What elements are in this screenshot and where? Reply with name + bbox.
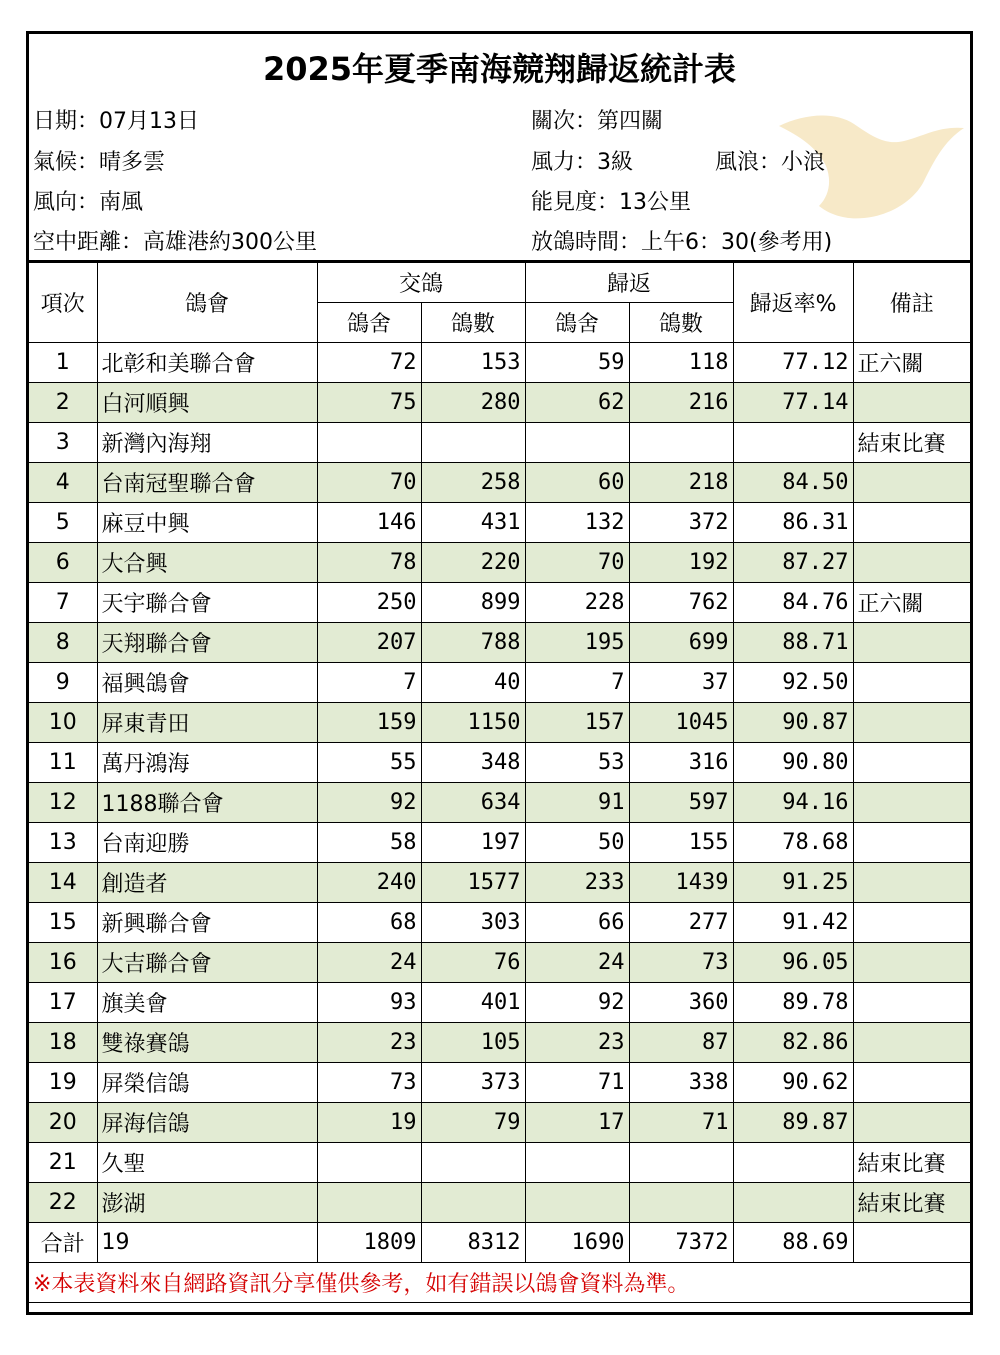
info-weather: 氣候：晴多雲: [33, 150, 166, 175]
row-rate: 86.31: [733, 503, 853, 543]
table-row: [29, 543, 970, 583]
row-returned-lofts: 92: [525, 983, 629, 1023]
info-stage: 關次：第四關: [531, 109, 664, 134]
row-index: 19: [29, 1063, 97, 1103]
info-release-time: 放鴿時間：上午6：30(參考用): [531, 230, 833, 255]
row-index: 11: [29, 743, 97, 783]
row-remark: [853, 463, 970, 503]
row-returned-lofts: 60: [525, 463, 629, 503]
header-rate: 歸返率%: [733, 262, 853, 343]
row-remark: [853, 783, 970, 823]
footnote: ※本表資料來自網路資訊分享僅供參考，如有錯誤以鴿會資料為準。: [29, 1263, 970, 1303]
row-returned-birds: 37: [629, 663, 733, 703]
row-remark: [853, 743, 970, 783]
row-index: 17: [29, 983, 97, 1023]
table-row: [29, 983, 970, 1023]
row-sent-lofts: 24: [317, 943, 421, 983]
row-sent-birds: 1150: [421, 703, 525, 743]
total-sent-birds: 8312: [421, 1223, 525, 1263]
row-sent-lofts: 240: [317, 863, 421, 903]
row-sent-lofts: 78: [317, 543, 421, 583]
row-rate: [733, 1143, 853, 1183]
table-row: [29, 623, 970, 663]
row-returned-lofts: 157: [525, 703, 629, 743]
row-club: 澎湖: [97, 1183, 317, 1223]
table-row: [29, 863, 970, 903]
info-waves: 風浪：小浪: [715, 150, 826, 175]
row-club: 大吉聯合會: [97, 943, 317, 983]
row-returned-lofts: 228: [525, 583, 629, 623]
table-row: [29, 743, 970, 783]
row-sent-lofts: 72: [317, 343, 421, 383]
row-rate: 78.68: [733, 823, 853, 863]
row-club: 福興鴿會: [97, 663, 317, 703]
row-sent-birds: 401: [421, 983, 525, 1023]
row-sent-birds: 634: [421, 783, 525, 823]
row-index: 4: [29, 463, 97, 503]
header-returned-birds: 鴿數: [629, 303, 733, 343]
row-returned-birds: [629, 1143, 733, 1183]
table-row: [29, 503, 970, 543]
header-sent-lofts: 鴿舍: [317, 303, 421, 343]
row-returned-lofts: 91: [525, 783, 629, 823]
row-club: 旗美會: [97, 983, 317, 1023]
row-sent-birds: 105: [421, 1023, 525, 1063]
row-sent-lofts: [317, 423, 421, 463]
row-returned-birds: [629, 1183, 733, 1223]
info-visibility: 能見度：13公里: [531, 190, 691, 215]
row-rate: 89.78: [733, 983, 853, 1023]
row-rate: 87.27: [733, 543, 853, 583]
row-remark: [853, 663, 970, 703]
row-returned-birds: 73: [629, 943, 733, 983]
table-row: [29, 1023, 970, 1063]
row-returned-birds: 71: [629, 1103, 733, 1143]
table-row: [29, 783, 970, 823]
row-sent-lofts: 73: [317, 1063, 421, 1103]
row-rate: 91.25: [733, 863, 853, 903]
row-returned-lofts: 50: [525, 823, 629, 863]
row-index: 6: [29, 543, 97, 583]
row-returned-lofts: [525, 423, 629, 463]
row-rate: 77.14: [733, 383, 853, 423]
row-returned-lofts: 62: [525, 383, 629, 423]
row-returned-lofts: 195: [525, 623, 629, 663]
row-club: 屏海信鴿: [97, 1103, 317, 1143]
row-rate: 96.05: [733, 943, 853, 983]
row-returned-lofts: 17: [525, 1103, 629, 1143]
table-row: [29, 903, 970, 943]
header-club: 鴿會: [97, 262, 317, 343]
info-wind-direction: 風向：南風: [33, 190, 144, 215]
row-sent-lofts: 207: [317, 623, 421, 663]
row-returned-birds: 1045: [629, 703, 733, 743]
row-sent-birds: 79: [421, 1103, 525, 1143]
row-club: 麻豆中興: [97, 503, 317, 543]
row-returned-birds: 762: [629, 583, 733, 623]
row-returned-birds: 316: [629, 743, 733, 783]
table-row: [29, 1103, 970, 1143]
row-sent-birds: 197: [421, 823, 525, 863]
row-sent-birds: 1577: [421, 863, 525, 903]
header-sent-group: 交鴿: [317, 262, 525, 303]
statistics-sheet: [26, 31, 973, 1315]
row-returned-birds: 699: [629, 623, 733, 663]
row-returned-lofts: 233: [525, 863, 629, 903]
table-row: [29, 1183, 970, 1223]
row-sent-lofts: 70: [317, 463, 421, 503]
row-sent-birds: 280: [421, 383, 525, 423]
row-returned-birds: 277: [629, 903, 733, 943]
row-returned-lofts: 70: [525, 543, 629, 583]
row-rate: 92.50: [733, 663, 853, 703]
table-row: [29, 383, 970, 423]
row-sent-birds: 220: [421, 543, 525, 583]
row-sent-birds: [421, 1143, 525, 1183]
row-rate: 90.87: [733, 703, 853, 743]
row-club: 台南迎勝: [97, 823, 317, 863]
row-sent-birds: 40: [421, 663, 525, 703]
row-club: 白河順興: [97, 383, 317, 423]
total-sent-lofts: 1809: [317, 1223, 421, 1263]
info-distance: 空中距離：高雄港約300公里: [33, 230, 317, 255]
row-returned-lofts: [525, 1183, 629, 1223]
row-club: 大合興: [97, 543, 317, 583]
row-remark: [853, 623, 970, 663]
results-table: [29, 260, 970, 1303]
row-index: 2: [29, 383, 97, 423]
header-returned-group: 歸返: [525, 262, 733, 303]
row-remark: [853, 543, 970, 583]
row-returned-lofts: 7: [525, 663, 629, 703]
row-index: 3: [29, 423, 97, 463]
row-returned-lofts: 66: [525, 903, 629, 943]
row-returned-birds: [629, 423, 733, 463]
total-rate: 88.69: [733, 1223, 853, 1263]
row-sent-birds: 788: [421, 623, 525, 663]
row-index: 21: [29, 1143, 97, 1183]
row-returned-birds: 597: [629, 783, 733, 823]
row-returned-birds: 216: [629, 383, 733, 423]
row-remark: [853, 823, 970, 863]
row-club: 屏東青田: [97, 703, 317, 743]
row-sent-birds: 258: [421, 463, 525, 503]
row-returned-lofts: 23: [525, 1023, 629, 1063]
row-returned-birds: 372: [629, 503, 733, 543]
row-returned-lofts: 24: [525, 943, 629, 983]
row-rate: 77.12: [733, 343, 853, 383]
total-label: 合計: [29, 1223, 97, 1263]
row-sent-birds: 76: [421, 943, 525, 983]
row-rate: [733, 423, 853, 463]
row-remark: 結束比賽: [853, 1183, 970, 1223]
row-sent-birds: [421, 1183, 525, 1223]
row-sent-birds: 348: [421, 743, 525, 783]
row-returned-birds: 118: [629, 343, 733, 383]
total-remark: [853, 1223, 970, 1263]
row-remark: [853, 1063, 970, 1103]
row-index: 15: [29, 903, 97, 943]
row-remark: 結束比賽: [853, 1143, 970, 1183]
row-club: 屏榮信鴿: [97, 1063, 317, 1103]
row-club: 雙祿賽鴿: [97, 1023, 317, 1063]
row-rate: 90.62: [733, 1063, 853, 1103]
row-returned-lofts: 59: [525, 343, 629, 383]
total-returned-lofts: 1690: [525, 1223, 629, 1263]
row-returned-lofts: 71: [525, 1063, 629, 1103]
row-index: 14: [29, 863, 97, 903]
header-remark: 備註: [853, 262, 970, 343]
row-club: 新灣內海翔: [97, 423, 317, 463]
row-returned-lofts: 53: [525, 743, 629, 783]
row-sent-lofts: 55: [317, 743, 421, 783]
total-count: 19: [97, 1223, 317, 1263]
row-club: 1188聯合會: [97, 783, 317, 823]
row-remark: 結束比賽: [853, 423, 970, 463]
row-returned-lofts: 132: [525, 503, 629, 543]
row-club: 新興聯合會: [97, 903, 317, 943]
row-index: 10: [29, 703, 97, 743]
row-rate: 94.16: [733, 783, 853, 823]
row-sent-lofts: 68: [317, 903, 421, 943]
table-row: [29, 583, 970, 623]
row-index: 9: [29, 663, 97, 703]
row-rate: 89.87: [733, 1103, 853, 1143]
table-row: [29, 943, 970, 983]
table-row: [29, 1143, 970, 1183]
row-club: 萬丹鴻海: [97, 743, 317, 783]
info-wind-force: 風力：3級: [531, 150, 633, 175]
row-index: 12: [29, 783, 97, 823]
row-remark: 正六關: [853, 343, 970, 383]
row-sent-birds: [421, 423, 525, 463]
row-index: 5: [29, 503, 97, 543]
row-rate: 84.50: [733, 463, 853, 503]
row-club: 北彰和美聯合會: [97, 343, 317, 383]
table-body: [29, 343, 970, 1223]
row-returned-birds: 155: [629, 823, 733, 863]
row-sent-birds: 899: [421, 583, 525, 623]
table-row: [29, 343, 970, 383]
row-index: 13: [29, 823, 97, 863]
row-sent-lofts: 75: [317, 383, 421, 423]
total-row: [29, 1223, 970, 1263]
row-index: 7: [29, 583, 97, 623]
table-row: [29, 663, 970, 703]
row-sent-birds: 153: [421, 343, 525, 383]
table-row: [29, 823, 970, 863]
row-remark: [853, 1103, 970, 1143]
row-sent-lofts: 23: [317, 1023, 421, 1063]
row-remark: [853, 1023, 970, 1063]
row-sent-lofts: 159: [317, 703, 421, 743]
row-sent-lofts: 7: [317, 663, 421, 703]
row-club: 天翔聯合會: [97, 623, 317, 663]
row-remark: [853, 383, 970, 423]
row-sent-lofts: [317, 1143, 421, 1183]
row-rate: 84.76: [733, 583, 853, 623]
row-returned-lofts: [525, 1143, 629, 1183]
row-index: 18: [29, 1023, 97, 1063]
row-index: 16: [29, 943, 97, 983]
row-remark: [853, 863, 970, 903]
row-sent-lofts: 19: [317, 1103, 421, 1143]
row-remark: [853, 943, 970, 983]
row-remark: [853, 503, 970, 543]
row-rate: 90.80: [733, 743, 853, 783]
page-title: 2025年夏季南海競翔歸返統計表: [262, 50, 737, 88]
row-rate: [733, 1183, 853, 1223]
row-sent-birds: 431: [421, 503, 525, 543]
row-remark: [853, 983, 970, 1023]
row-returned-birds: 192: [629, 543, 733, 583]
row-returned-birds: 87: [629, 1023, 733, 1063]
table-row: [29, 703, 970, 743]
row-returned-birds: 218: [629, 463, 733, 503]
row-sent-lofts: 93: [317, 983, 421, 1023]
table-row: [29, 423, 970, 463]
row-index: 22: [29, 1183, 97, 1223]
row-sent-lofts: 92: [317, 783, 421, 823]
total-returned-birds: 7372: [629, 1223, 733, 1263]
row-rate: 91.42: [733, 903, 853, 943]
row-club: 台南冠聖聯合會: [97, 463, 317, 503]
table-row: [29, 463, 970, 503]
row-sent-lofts: 250: [317, 583, 421, 623]
header-sent-birds: 鴿數: [421, 303, 525, 343]
row-club: 久聖: [97, 1143, 317, 1183]
row-sent-lofts: [317, 1183, 421, 1223]
row-index: 20: [29, 1103, 97, 1143]
row-club: 天宇聯合會: [97, 583, 317, 623]
table-row: [29, 1063, 970, 1103]
info-date: 日期：07月13日: [33, 109, 199, 134]
row-remark: 正六關: [853, 583, 970, 623]
row-sent-birds: 303: [421, 903, 525, 943]
row-sent-birds: 373: [421, 1063, 525, 1103]
row-returned-birds: 1439: [629, 863, 733, 903]
row-rate: 82.86: [733, 1023, 853, 1063]
header-index: 項次: [29, 262, 97, 343]
row-sent-lofts: 58: [317, 823, 421, 863]
row-index: 1: [29, 343, 97, 383]
row-sent-lofts: 146: [317, 503, 421, 543]
row-returned-birds: 338: [629, 1063, 733, 1103]
row-remark: [853, 703, 970, 743]
header-returned-lofts: 鴿舍: [525, 303, 629, 343]
row-index: 8: [29, 623, 97, 663]
row-rate: 88.71: [733, 623, 853, 663]
row-club: 創造者: [97, 863, 317, 903]
row-remark: [853, 903, 970, 943]
row-returned-birds: 360: [629, 983, 733, 1023]
